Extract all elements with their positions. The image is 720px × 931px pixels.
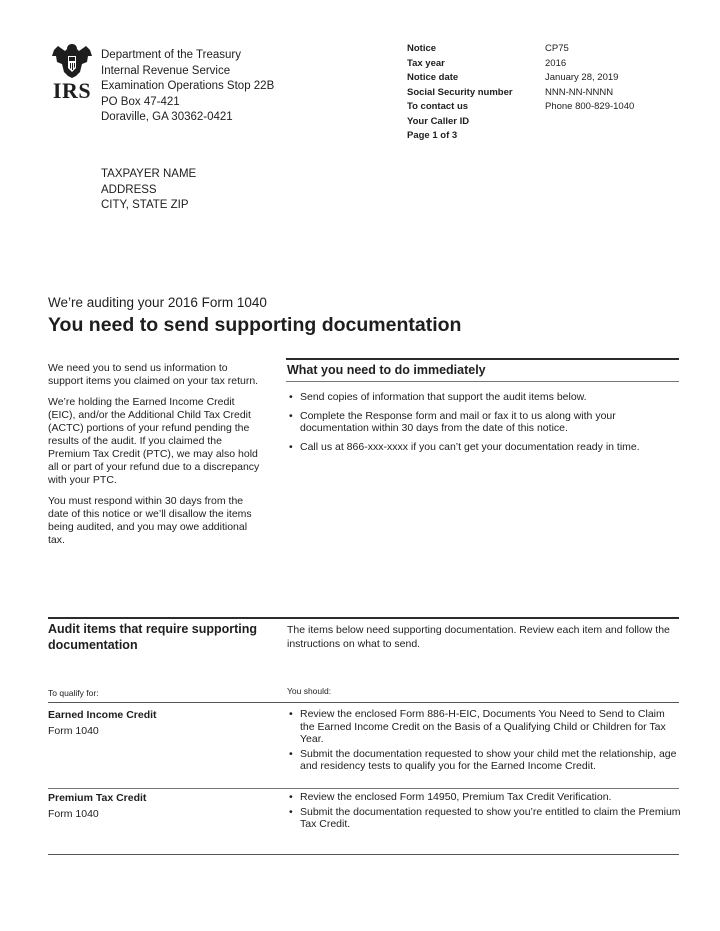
notice-info-row	[407, 42, 695, 57]
explanation-paragraph: We’re holding the Earned Income Credit (EIC), and/or the Additional Child Tax Credit (ACTC) portions of your refund pending the results of the audit. If you claimed the Premium Tax Credit (PTC), we may also hold all or part of your refund due to a discrepancy with your PTC.	[48, 396, 260, 486]
notice-info-value	[545, 115, 695, 130]
explanation-paragraph: We need you to send us information to support items you claimed on your tax return.	[48, 362, 259, 387]
address-line: Internal Revenue Service	[101, 64, 231, 77]
address-line: PO Box 47-421	[101, 95, 180, 108]
notice-info-value	[545, 129, 695, 144]
immediate-actions-list	[287, 391, 687, 459]
notice-info-value: CP75	[545, 43, 569, 54]
address-line: Examination Operations Stop 22B	[101, 80, 275, 92]
list-item: • Review the enclosed Form 886-H-EIC, Documents You Need to Send to Claim the Earned Income Credit on the Basis of a Qualifying Child or Children for Tax Year.	[287, 708, 682, 746]
notice-info-row	[407, 57, 695, 72]
notice-info-value: NNN-NN-NNNN	[545, 86, 614, 98]
audit-item-instructions	[287, 708, 682, 775]
table-divider	[48, 702, 679, 703]
address-line: Doraville, GA 30362-0421	[101, 111, 233, 123]
address-line: Department of the Treasury	[101, 49, 241, 61]
notice-explanation	[48, 362, 260, 555]
notice-info-table	[407, 42, 695, 144]
notice-info-value: January 28, 2019	[545, 72, 619, 83]
table-divider	[48, 854, 679, 855]
notice-info-value: Phone 800-829-1040	[545, 101, 635, 112]
sender-address	[101, 48, 274, 126]
page-indicator: Page 1 of 3	[407, 130, 458, 141]
audit-item-form: Form 1040	[48, 808, 99, 820]
audit-items-intro: The items below need supporting documentation. Review each item and follow the instructions on what to send.	[287, 624, 670, 650]
notice-info-row	[407, 71, 695, 86]
notice-info-value: 2016	[545, 57, 567, 69]
notice-info-row	[407, 115, 695, 130]
immediate-actions-title: What you need to do immediately	[287, 363, 486, 377]
irs-logo	[48, 42, 96, 104]
audit-item-name: Earned Income Credit	[48, 709, 157, 721]
taxpayer-city: CITY, STATE ZIP	[101, 199, 189, 211]
eagle-emblem-icon	[48, 42, 96, 80]
taxpayer-address	[101, 167, 196, 214]
table-divider	[48, 788, 679, 789]
notice-title: You need to send supporting documentation	[48, 314, 462, 336]
notice-info-row	[407, 129, 695, 144]
irs-wordmark: IRS	[52, 78, 92, 103]
list-item: • Review the enclosed Form 14950, Premium Tax Credit Verification.	[287, 791, 682, 804]
list-item: • Send copies of information that support the audit items below.	[287, 391, 687, 404]
section-divider	[286, 358, 679, 360]
audit-item-name: Premium Tax Credit	[48, 792, 147, 804]
list-item: • Complete the Response form and mail or fax it to us along with your documentation within 30 days from the date of this notice.	[287, 410, 687, 435]
section-divider	[286, 381, 679, 382]
notice-info-row	[407, 100, 695, 115]
notice-info-label: To contact us	[407, 101, 469, 112]
notice-info-row	[407, 86, 695, 101]
notice-info-label: Notice	[407, 43, 437, 54]
list-item: • Submit the documentation requested to show you’re entitled to claim the Premium Tax Credit.	[287, 806, 682, 831]
column-header-action: You should:	[287, 686, 332, 696]
column-header-qualify: To qualify for:	[48, 688, 99, 698]
list-item: • Call us at 866-xxx-xxxx if you can’t get your documentation ready in time.	[287, 441, 687, 454]
notice-info-label: Notice date	[407, 72, 459, 83]
notice-info-label: Tax year	[407, 57, 445, 69]
taxpayer-name: TAXPAYER NAME	[101, 168, 197, 180]
notice-info-label: Social Security number	[407, 86, 513, 98]
section-divider	[48, 617, 679, 619]
taxpayer-street: ADDRESS	[101, 183, 157, 196]
audit-items-title: Audit items that require supporting documentation	[48, 622, 258, 652]
notice-info-label: Your Caller ID	[407, 115, 470, 127]
explanation-paragraph: You must respond within 30 days from the date of this notice or we’ll disallow the items being audited, and you may owe additional tax.	[48, 495, 252, 546]
list-item: • Submit the documentation requested to show your child met the relationship, age and residency tests to qualify you for the Earned Income Credit.	[287, 748, 682, 773]
audit-item-form: Form 1040	[48, 725, 99, 737]
notice-subtitle: We’re auditing your 2016 Form 1040	[48, 295, 267, 310]
audit-item-instructions	[287, 791, 682, 833]
